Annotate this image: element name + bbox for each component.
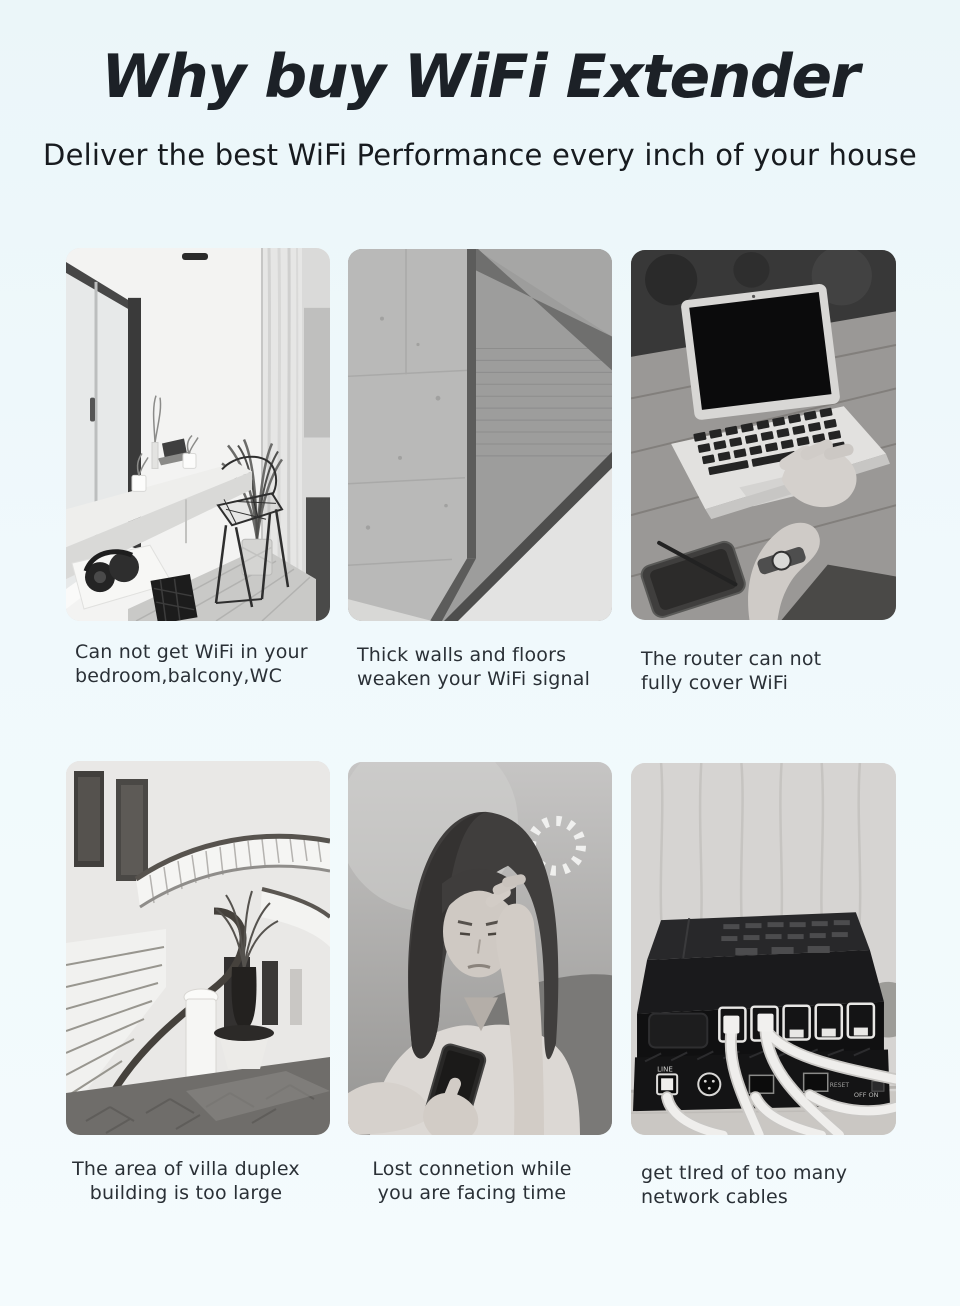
card-router-coverage — [631, 250, 896, 620]
caption-line: get tIred of too many — [641, 1162, 848, 1184]
caption-router-coverage — [641, 648, 901, 696]
caption-lost-connection — [352, 1158, 592, 1206]
card-no-wifi-bedroom — [66, 248, 330, 621]
caption-line: network cables — [641, 1185, 789, 1208]
card-villa-duplex — [66, 761, 330, 1135]
card-thick-walls — [348, 249, 612, 621]
caption-line: The area of villa duplex — [72, 1158, 300, 1180]
card-lost-connection — [348, 762, 612, 1135]
caption-line: building is too large — [89, 1181, 283, 1204]
caption-line: The router can not — [641, 648, 822, 670]
caption-line: fully cover WiFi — [641, 671, 789, 694]
frustrated-woman-photo — [348, 762, 612, 1135]
router-cables-photo — [631, 763, 896, 1135]
caption-line: Can not get WiFi in your — [75, 641, 308, 663]
caption-thick-walls — [357, 644, 637, 692]
caption-line: weaken your WiFi signal — [357, 667, 591, 690]
caption-line: Lost connetion while — [372, 1158, 572, 1180]
page-subtitle: Deliver the best WiFi Performance every inch of your house — [43, 138, 917, 172]
router-reset-label: RESET — [829, 1082, 850, 1090]
router-pwr-label: PWR — [855, 1067, 871, 1076]
card-network-cables — [631, 763, 896, 1135]
caption-no-wifi-bedroom — [75, 641, 355, 689]
router-line-label: LINE — [657, 1065, 673, 1074]
caption-line: bedroom,balcony,WC — [75, 664, 283, 687]
caption-villa-duplex — [62, 1158, 310, 1206]
caption-network-cables — [641, 1162, 901, 1210]
laptop-typing-photo — [631, 250, 896, 620]
caption-line: Thick walls and floors — [357, 644, 567, 666]
caption-line: you are facing time — [377, 1181, 567, 1204]
router-offon-label: OFF ON — [853, 1091, 879, 1100]
concrete-walls-photo — [348, 249, 612, 621]
villa-staircase-photo — [66, 761, 330, 1135]
balcony-workspace-photo — [66, 248, 330, 621]
page-title: Why buy WiFi Extender — [101, 42, 859, 112]
